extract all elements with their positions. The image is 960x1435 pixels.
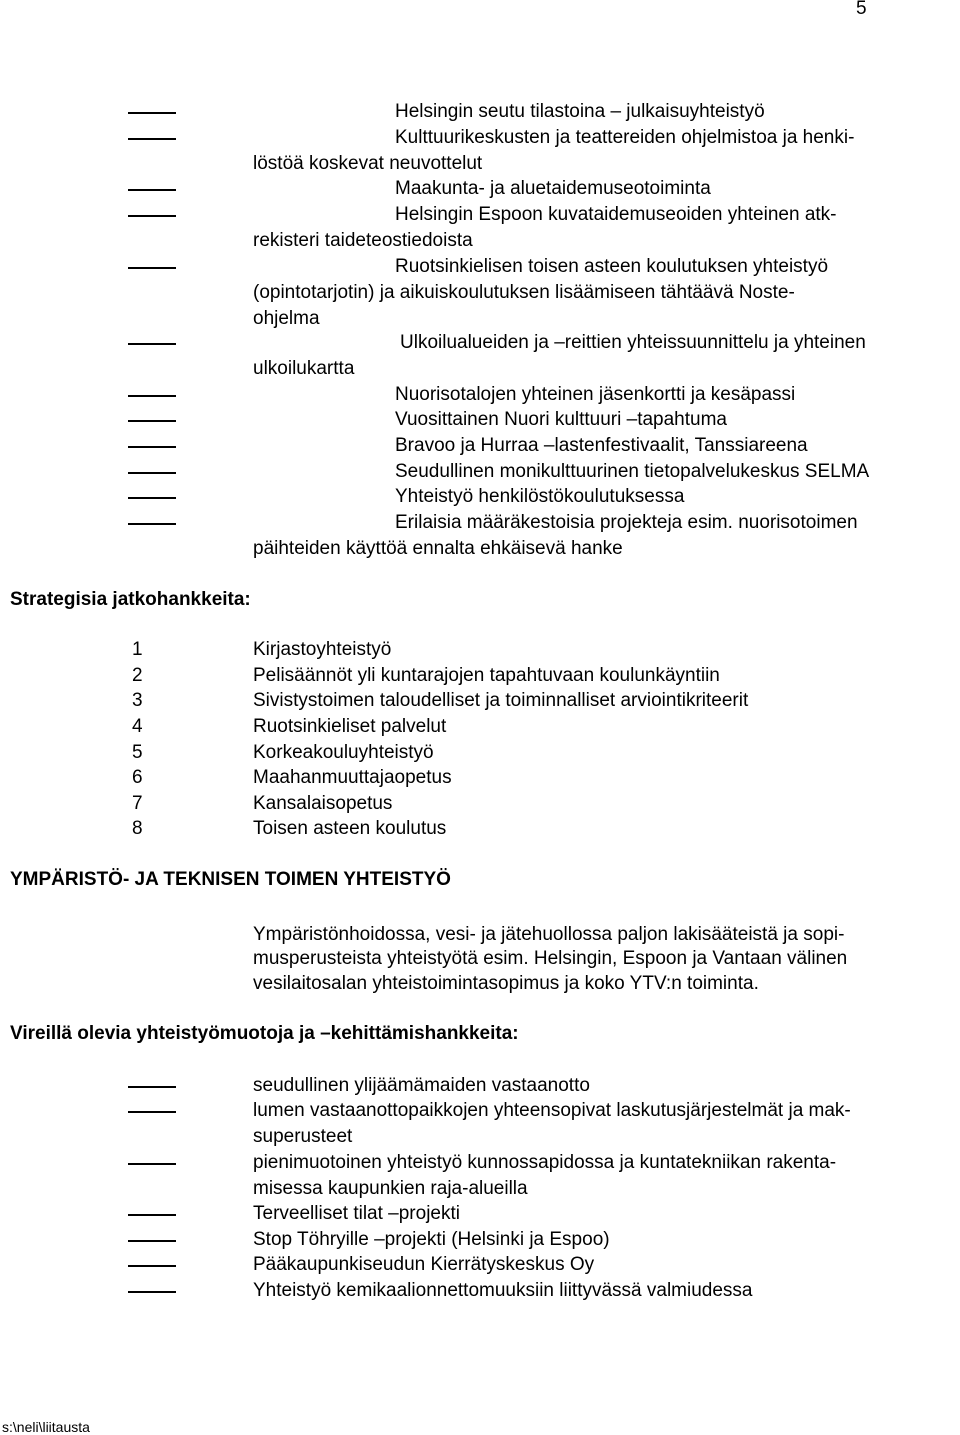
- list-item-text: Kulttuurikeskusten ja teattereiden ohjelmistoa ja henki-: [395, 127, 855, 148]
- list-item-text: superusteet: [253, 1126, 353, 1147]
- list-number: 2: [132, 665, 143, 686]
- section-heading: YMPÄRISTÖ- JA TEKNISEN TOIMEN YHTEISTYÖ: [10, 869, 451, 890]
- dash-bullet: [128, 1214, 176, 1216]
- list-item-text: Pelisäännöt yli kuntarajojen tapahtuvaan koulunkäyntiin: [253, 665, 720, 686]
- list-item-text: Helsingin Espoon kuvataidemuseoiden yhteinen atk-: [395, 204, 837, 225]
- list-number: 3: [132, 690, 143, 711]
- list-item-text: löstöä koskevat neuvottelut: [253, 153, 483, 174]
- list-item-text: Erilaisia määräkestoisia projekteja esim. nuorisotoimen: [395, 512, 858, 533]
- paragraph-line: musperusteista yhteistyötä esim. Helsingin, Espoon ja Vantaan välinen: [253, 948, 848, 969]
- dash-bullet: [128, 1111, 176, 1113]
- dash-bullet: [128, 1265, 176, 1267]
- dash-bullet: [128, 112, 176, 114]
- dash-bullet: [128, 1086, 176, 1088]
- list-item-text: Seudullinen monikulttuurinen tietopalvelukeskus SELMA: [395, 461, 870, 482]
- list-item-text: ohjelma: [253, 308, 320, 329]
- dash-bullet: [128, 1163, 176, 1165]
- list-item-text: Vuosittainen Nuori kulttuuri –tapahtuma: [395, 409, 727, 430]
- list-item-text: (opintotarjotin) ja aikuiskoulutuksen lisäämiseen tähtäävä Noste-: [253, 282, 795, 303]
- dash-bullet: [128, 1291, 176, 1293]
- list-number: 7: [132, 793, 143, 814]
- dash-bullet: [128, 523, 176, 525]
- list-number: 4: [132, 716, 143, 737]
- dash-bullet: [128, 395, 176, 397]
- list-item-text: päihteiden käyttöä ennalta ehkäisevä hanke: [253, 538, 623, 559]
- footer-path: s:\neli\liitausta: [2, 1419, 90, 1435]
- paragraph-line: Ympäristönhoidossa, vesi- ja jätehuollossa paljon lakisääteistä ja sopi-: [253, 924, 845, 945]
- list-item-text: Stop Töhryille –projekti (Helsinki ja Espoo): [253, 1229, 610, 1250]
- dash-bullet: [128, 472, 176, 474]
- list-item-text: Terveelliset tilat –projekti: [253, 1203, 460, 1224]
- list-item-text: Yhteistyö kemikaalionnettomuuksiin liittyvässä valmiudessa: [253, 1280, 753, 1301]
- strategic-heading: Strategisia jatkohankkeita:: [10, 589, 251, 610]
- list-item-text: Pääkaupunkiseudun Kierrätyskeskus Oy: [253, 1254, 595, 1275]
- list-number: 5: [132, 742, 143, 763]
- list-item-text: seudullinen ylijäämämaiden vastaanotto: [253, 1075, 590, 1096]
- list-item-text: misessa kaupunkien raja-alueilla: [253, 1178, 528, 1199]
- dash-bullet: [128, 215, 176, 217]
- list-item-text: Korkeakouluyhteistyö: [253, 742, 434, 763]
- ongoing-heading: Vireillä olevia yhteistyömuotoja ja –kehittämishankkeita:: [10, 1023, 519, 1044]
- list-item-text: Toisen asteen koulutus: [253, 818, 447, 839]
- dash-bullet: [128, 343, 176, 345]
- dash-bullet: [128, 497, 176, 499]
- list-item-text: Ruotsinkielisen toisen asteen koulutuksen yhteistyö: [395, 256, 829, 277]
- list-item-text: rekisteri taideteostiedoista: [253, 230, 473, 251]
- page-number: 5: [856, 0, 867, 19]
- dash-bullet: [128, 420, 176, 422]
- list-item-text: Kansalaisopetus: [253, 793, 393, 814]
- list-item-text: ulkoilukartta: [253, 358, 355, 379]
- list-item-text: Maahanmuuttajaopetus: [253, 767, 452, 788]
- list-item-text: Kirjastoyhteistyö: [253, 639, 392, 660]
- list-number: 1: [132, 639, 143, 660]
- list-item-text: Nuorisotalojen yhteinen jäsenkortti ja kesäpassi: [395, 384, 796, 405]
- list-item-text: Maakunta- ja aluetaidemuseotoiminta: [395, 178, 711, 199]
- list-item-text: Sivistystoimen taloudelliset ja toiminnalliset arviointikriteerit: [253, 690, 749, 711]
- list-item-text: Ulkoilualueiden ja –reittien yhteissuunnittelu ja yhteinen: [400, 332, 866, 353]
- dash-bullet: [128, 446, 176, 448]
- list-item-text: lumen vastaanottopaikkojen yhteensopivat laskutusjärjestelmät ja mak-: [253, 1100, 851, 1121]
- dash-bullet: [128, 138, 176, 140]
- list-item-text: Yhteistyö henkilöstökoulutuksessa: [395, 486, 685, 507]
- list-item-text: Helsingin seutu tilastoina – julkaisuyhteistyö: [395, 101, 765, 122]
- dash-bullet: [128, 189, 176, 191]
- paragraph-line: vesilaitosalan yhteistoimintasopimus ja koko YTV:n toiminta.: [253, 973, 759, 994]
- list-number: 8: [132, 818, 143, 839]
- list-item-text: Bravoo ja Hurraa –lastenfestivaalit, Tanssiareena: [395, 435, 808, 456]
- dash-bullet: [128, 267, 176, 269]
- list-item-text: Ruotsinkieliset palvelut: [253, 716, 447, 737]
- dash-bullet: [128, 1240, 176, 1242]
- list-number: 6: [132, 767, 143, 788]
- list-item-text: pienimuotoinen yhteistyö kunnossapidossa ja kuntatekniikan rakenta-: [253, 1152, 837, 1173]
